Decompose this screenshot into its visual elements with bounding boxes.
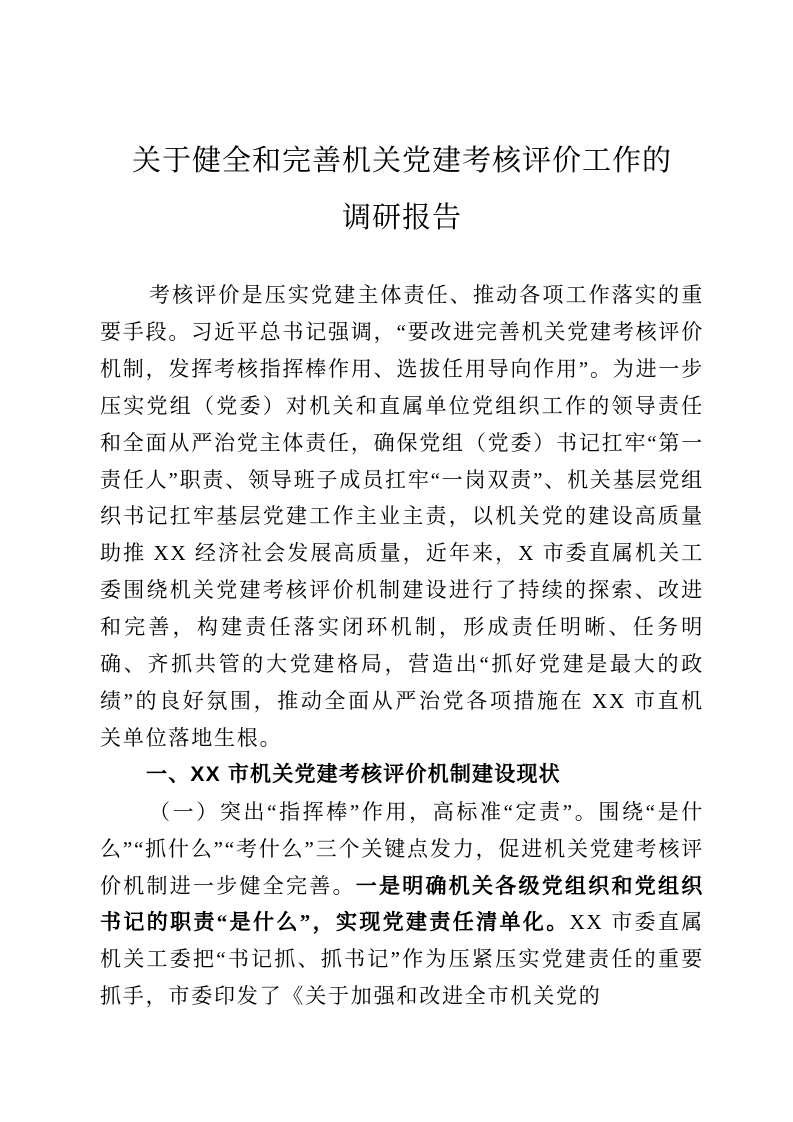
section-1-paragraph (100, 794, 704, 1015)
report-title-line-2: 调研报告 (341, 202, 462, 234)
section-1-text-normal-1: 围绕“是什么”“抓什么”“考什么”三个关键点发力，促进机关党建考核评价机制进一步健全完善。 (100, 799, 704, 898)
section-1-lead-sentence: （一）突出“指挥棒”作用，高标准“定责”。 (149, 799, 599, 824)
section-1-heading: 一、XX 市机关党建考核评价机制建设现状 (146, 762, 561, 786)
section-1-text-normal-2: XX 市委直属机关工委把“书记抓、抓书记”作为压紧压实党建责任的重要抓手，市委印发了《关于加强和改进全市机关党的 (100, 910, 704, 1009)
section-1-bold-point-1: 一是明确机关各级党组织和党组织书记的职责“是什么”，实现党建责任清单化。 (100, 873, 704, 935)
intro-paragraph: 考核评价是压实党建主体责任、推动各项工作落实的重要手段。习近平总书记强调，“要改进完善机关党建考核评价机制，发挥考核指挥棒作用、选拔任用导向作用”。为进一步压实党组（党委）对机关和直属单位党组织工作的领导责任和全面从严治党主体责任，确保党组（党委）书记扛牢“第一责任人”职责、领导班子成员扛牢“一岗双责”、机关基层党组织书记扛牢基层党建工作主业主责，以机关党的建设高质量助推 XX 经济社会发展高质量，近年来，X 市委直属机关工委围绕机关党建考核评价机制建设进行了持续的探索、改进和完善，构建责任落实闭环机制，形成责任明晰、任务明确、齐抓共管的大党建格局，营造出“抓好党建是最大的政绩”的良好氛围，推动全面从严治党各项措施在 XX 市直机关单位落地生根。 (100, 283, 704, 750)
report-title-line-1: 关于健全和完善机关党建考核评价工作的 (131, 145, 672, 177)
report-title (100, 133, 704, 247)
